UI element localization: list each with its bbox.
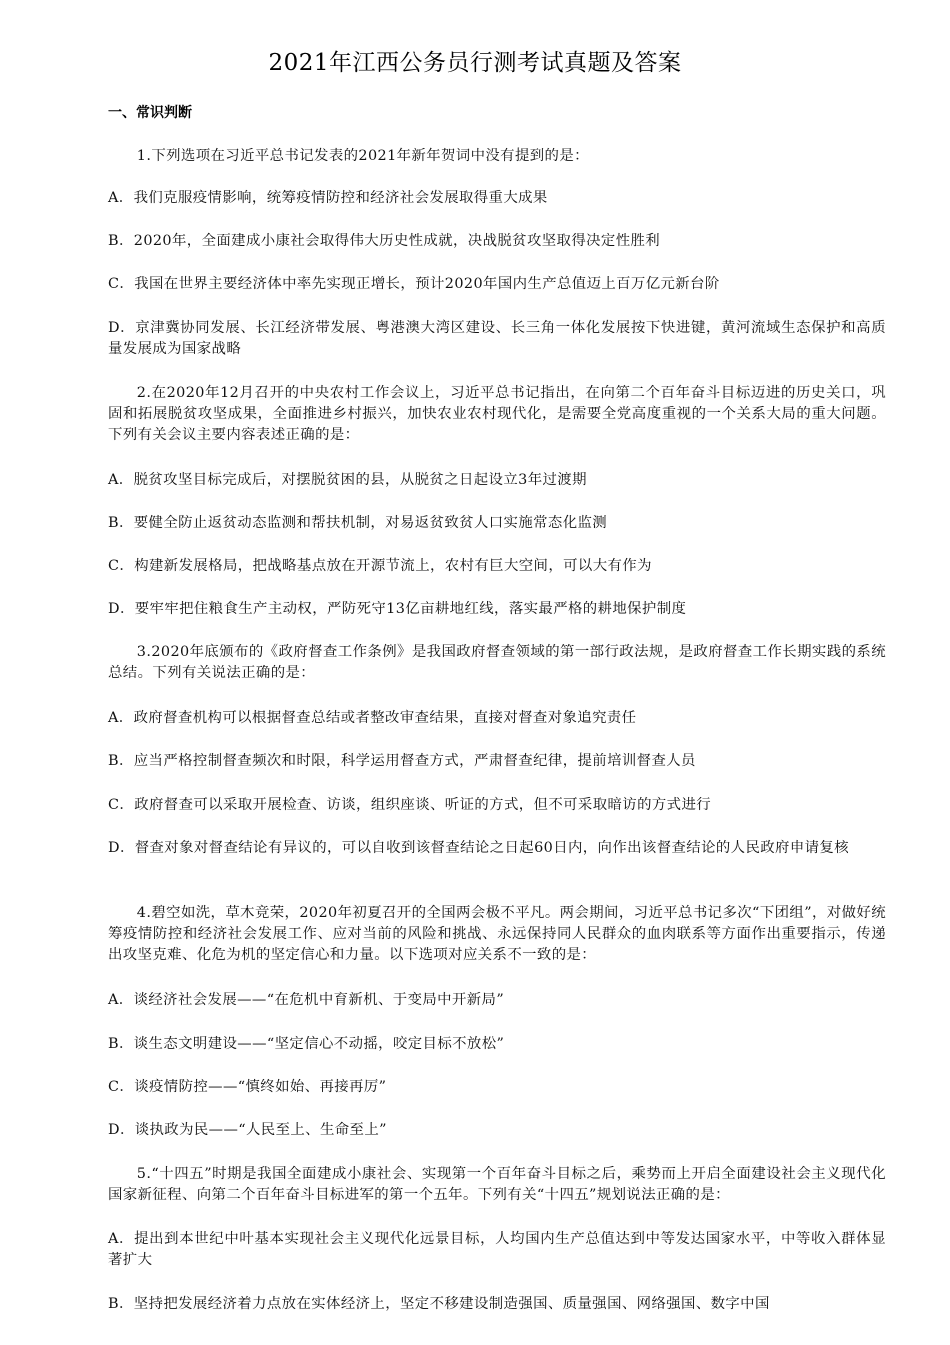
answer-option: D．督查对象对督查结论有异议的，可以自收到该督查结论之日起60日内，向作出该督查结论的人民政府申请复核 [108,840,850,856]
answer-option: A．我们克服疫情影响，统筹疫情防控和经济社会发展取得重大成果 [108,190,548,206]
question-stem: 1.下列选项在习近平总书记发表的2021年新年贺词中没有提到的是： [136,148,589,164]
answer-option: A．谈经济社会发展——“在危机中育新机、于变局中开新局” [108,992,505,1008]
answer-option: A．提出到本世纪中叶基本实现社会主义现代化远景目标，人均国内生产总值达到中等发达国家水平，中等收入群体显著扩大 [108,1231,886,1268]
question-stem: 2.在2020年12月召开的中央农村工作会议上，习近平总书记指出，在向第二个百年奋斗目标迈进的历史关口，巩固和拓展脱贫攻坚成果，全面推进乡村振兴，加快农业农村现代化，是需要全党高度重视的一个关系大局的重大问题。下列有关会议主要内容表述正确的是： [108,385,886,443]
question-stem: 5.“十四五”时期是我国全面建成小康社会、实现第一个百年奋斗目标之后，乘势而上开启全面建设社会主义现代化国家新征程、向第二个百年奋斗目标进军的第一个五年。下列有关“十四五”规划说法正确的是： [108,1166,886,1203]
answer-option: B．谈生态文明建设——“坚定信心不动摇，咬定目标不放松” [108,1036,505,1052]
answer-option: D．京津冀协同发展、长江经济带发展、粤港澳大湾区建设、长三角一体化发展按下快进键，黄河流域生态保护和高质量发展成为国家战略 [108,320,886,357]
answer-option: C．政府督查可以采取开展检查、访谈，组织座谈、听证的方式，但不可采取暗访的方式进行 [108,797,712,813]
answer-option: B．2020年，全面建成小康社会取得伟大历史性成就，决战脱贫攻坚取得决定性胜利 [108,233,661,249]
answer-option: C．构建新发展格局，把战略基点放在开源节流上，农村有巨大空间，可以大有作为 [108,558,652,574]
answer-option: D．谈执政为民——“人民至上、生命至上” [108,1122,387,1138]
answer-option: A．脱贫攻坚目标完成后，对摆脱贫困的县，从脱贫之日起设立3年过渡期 [108,472,587,488]
answer-option: B．要健全防止返贫动态监测和帮扶机制，对易返贫致贫人口实施常态化监测 [108,515,608,531]
question-stem: 3.2020年底颁布的《政府督查工作条例》是我国政府督查领域的第一部行政法规，是政府督查工作长期实践的系统总结。下列有关说法正确的是： [108,644,886,681]
question-stem: 4.碧空如洗，草木竞荣，2020年初夏召开的全国两会极不平凡。两会期间，习近平总书记多次“下团组”，对做好统筹疫情防控和经济社会发展工作、应对当前的风险和挑战、永远保持同人民群众的血肉联系等方面作出重要指示，传递出攻坚克难、化危为机的坚定信心和力量。以下选项对应关系不一致的是： [108,905,886,963]
answer-option: C．我国在世界主要经济体中率先实现正增长，预计2020年国内生产总值迈上百万亿元新台阶 [108,276,720,292]
answer-option: C．谈疫情防控——“慎终如始、再接再厉” [108,1079,387,1095]
section-heading: 一、常识判断 [108,105,192,121]
answer-option: A．政府督查机构可以根据督查总结或者整改审查结果，直接对督查对象追究责任 [108,710,637,726]
answer-option: B．坚持把发展经济着力点放在实体经济上，坚定不移建设制造强国、质量强国、网络强国、数字中国 [108,1296,770,1312]
document-title: 2021年江西公务员行测考试真题及答案 [268,50,682,76]
answer-option: B．应当严格控制督查频次和时限，科学运用督查方式，严肃督查纪律，提前培训督查人员 [108,753,696,769]
answer-option: D．要牢牢把住粮食生产主动权，严防死守13亿亩耕地红线，落实最严格的耕地保护制度 [108,601,687,617]
